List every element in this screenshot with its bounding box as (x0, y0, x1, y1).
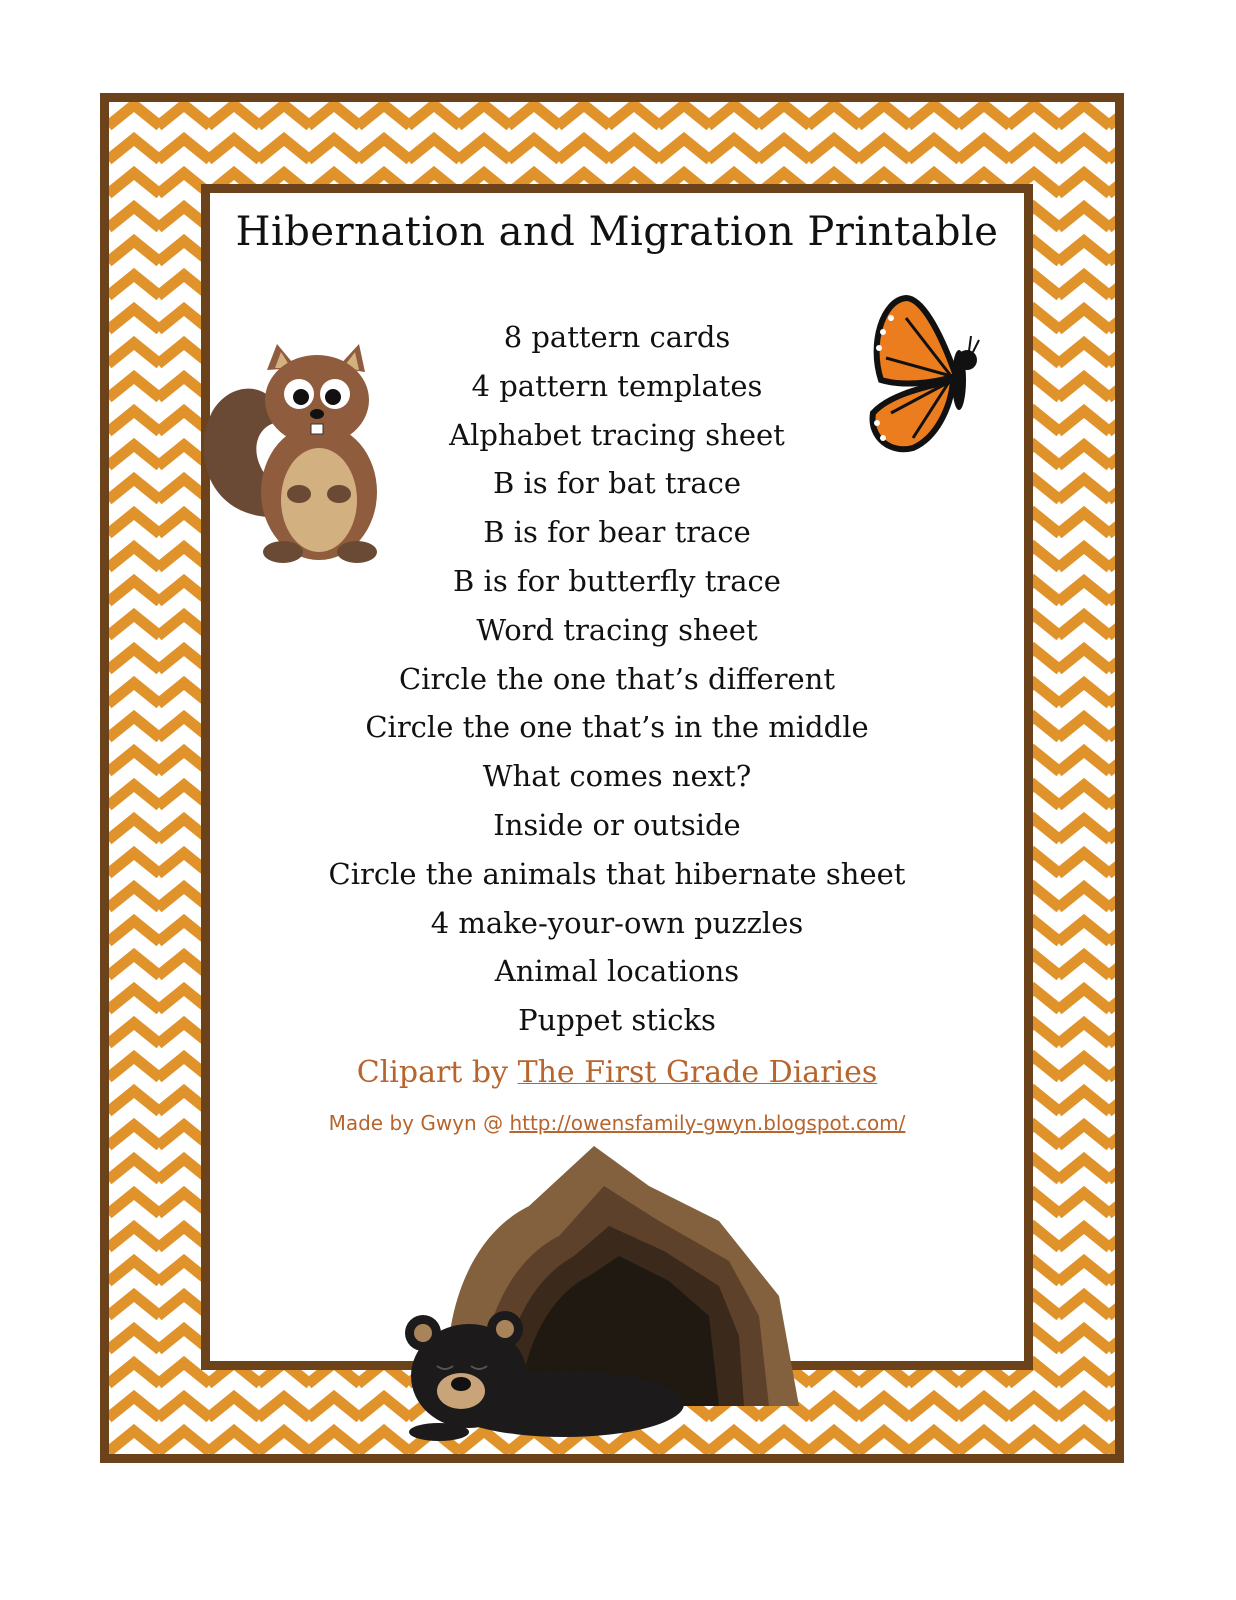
list-item: Circle the animals that hibernate sheet (328, 856, 906, 891)
butterfly-illustration (861, 288, 985, 458)
list-item: Word tracing sheet (476, 612, 758, 647)
list-item: Puppet sticks (518, 1003, 716, 1038)
made-by-line (210, 1111, 1024, 1135)
clipart-credit (210, 1055, 1024, 1090)
list-item: B is for butterfly trace (453, 563, 781, 598)
list-item: 4 make-your-own puzzles (430, 905, 804, 940)
chevron-border-frame (100, 93, 1124, 1463)
list-item: 4 pattern templates (471, 368, 763, 403)
credit-link[interactable]: The First Grade Diaries (517, 1055, 878, 1090)
bear-in-cave-illustration (399, 1146, 819, 1441)
blog-url-link[interactable]: http://owensfamily-gwyn.blogspot.com/ (509, 1111, 906, 1135)
made-by-prefix: Made by Gwyn @ (328, 1111, 510, 1135)
page-title: Hibernation and Migration Printable (235, 209, 999, 255)
credit-prefix: Clipart by (356, 1055, 518, 1090)
list-item: Alphabet tracing sheet (449, 417, 785, 452)
list-item: What comes next? (482, 759, 752, 794)
squirrel-illustration (197, 342, 397, 567)
list-item: Inside or outside (493, 807, 741, 842)
list-item: 8 pattern cards (503, 320, 731, 354)
list-item: B is for bat trace (492, 466, 742, 501)
list-item: Circle the one that’s in the middle (365, 710, 869, 745)
list-item: Circle the one that’s different (398, 661, 835, 696)
list-item: B is for bear trace (483, 515, 751, 550)
list-item: Animal locations (494, 954, 740, 989)
